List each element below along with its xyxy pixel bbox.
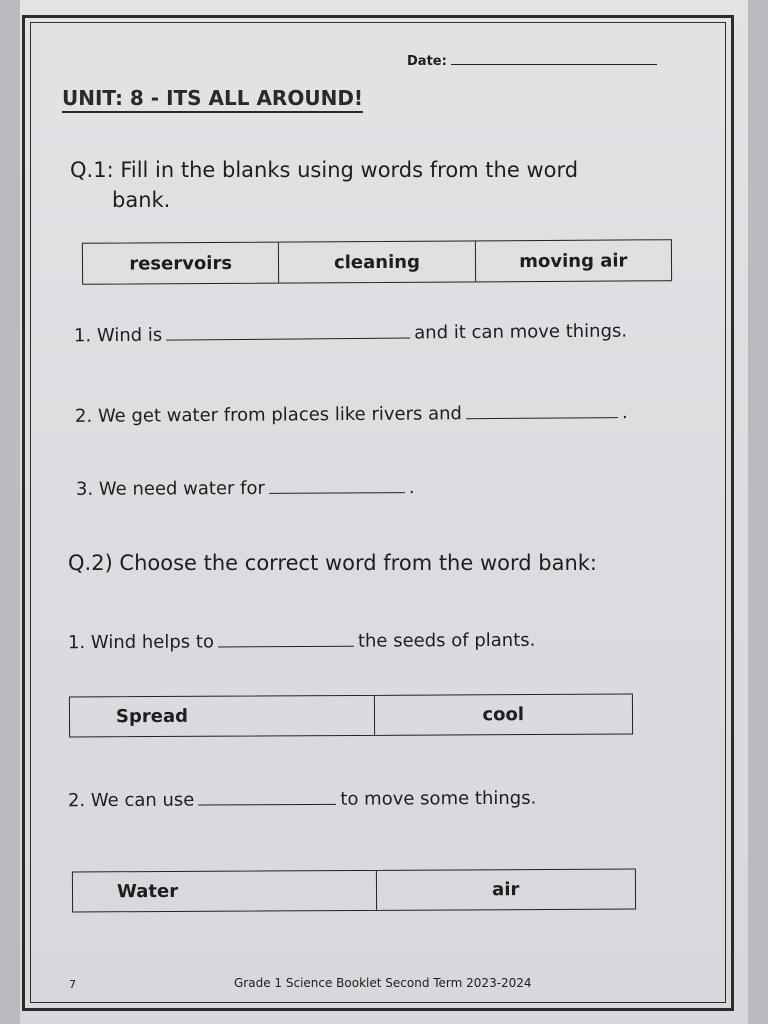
footer-page-number: 7 [69, 978, 76, 991]
q2-item-1-text-after: the seeds of plants. [357, 629, 536, 652]
footer-text: Grade 1 Science Booklet Second Term 2023-2024 [234, 976, 532, 990]
q1-item-3 [76, 477, 415, 500]
date-field [407, 52, 657, 69]
q2-item-2 [68, 788, 536, 811]
q1-item-1-blank[interactable] [166, 323, 410, 340]
q1-word-bank [82, 239, 672, 285]
q2-item-2-text-after: to move some things. [340, 787, 537, 810]
q1-item-1-text-before: 1. Wind is [73, 324, 163, 347]
q1-item-3-blank[interactable] [269, 478, 405, 494]
q1-item-3-text-before: 3. We need water for [75, 477, 265, 500]
q2-item-1 [68, 630, 535, 653]
word-bank-cleaning: cleaning [279, 241, 476, 282]
date-label: Date: [407, 54, 447, 69]
date-blank[interactable] [451, 52, 657, 65]
q1-item-2 [75, 402, 628, 427]
q2-item-1-text-before: 1. Wind helps to [67, 631, 214, 654]
unit-title: UNIT: 8 - ITS ALL AROUND! [62, 86, 363, 113]
q1-item-2-blank[interactable] [466, 403, 618, 419]
word-bank-spread: Spread [70, 696, 375, 737]
q2-item-2-blank[interactable] [198, 790, 336, 806]
q2-item-2-word-bank [72, 869, 636, 913]
q1-heading-line2: bank. [112, 188, 171, 212]
q1-heading [70, 155, 578, 215]
q1-item-3-text-after: . [408, 477, 415, 499]
word-bank-air: air [492, 879, 520, 901]
q2-item-1-blank[interactable] [218, 632, 354, 648]
q2-item-1-word-bank [69, 694, 633, 738]
q1-item-2-text-before: 2. We get water from places like rivers and [74, 403, 463, 427]
q1-heading-line1: Q.1: Fill in the blanks using words from the word [70, 158, 579, 182]
word-bank-reservoirs: reservoirs [83, 243, 280, 284]
q2-item-2-text-before: 2. We can use [67, 789, 195, 812]
word-bank-moving-air: moving air [519, 249, 628, 272]
q2-heading: Q.2) Choose the correct word from the word bank: [68, 551, 597, 575]
word-bank-water: Water [73, 871, 377, 912]
q1-item-1-text-after: and it can move things. [414, 320, 628, 344]
q1-item-2-text-after: . [621, 402, 628, 424]
word-bank-cool: cool [482, 704, 525, 726]
